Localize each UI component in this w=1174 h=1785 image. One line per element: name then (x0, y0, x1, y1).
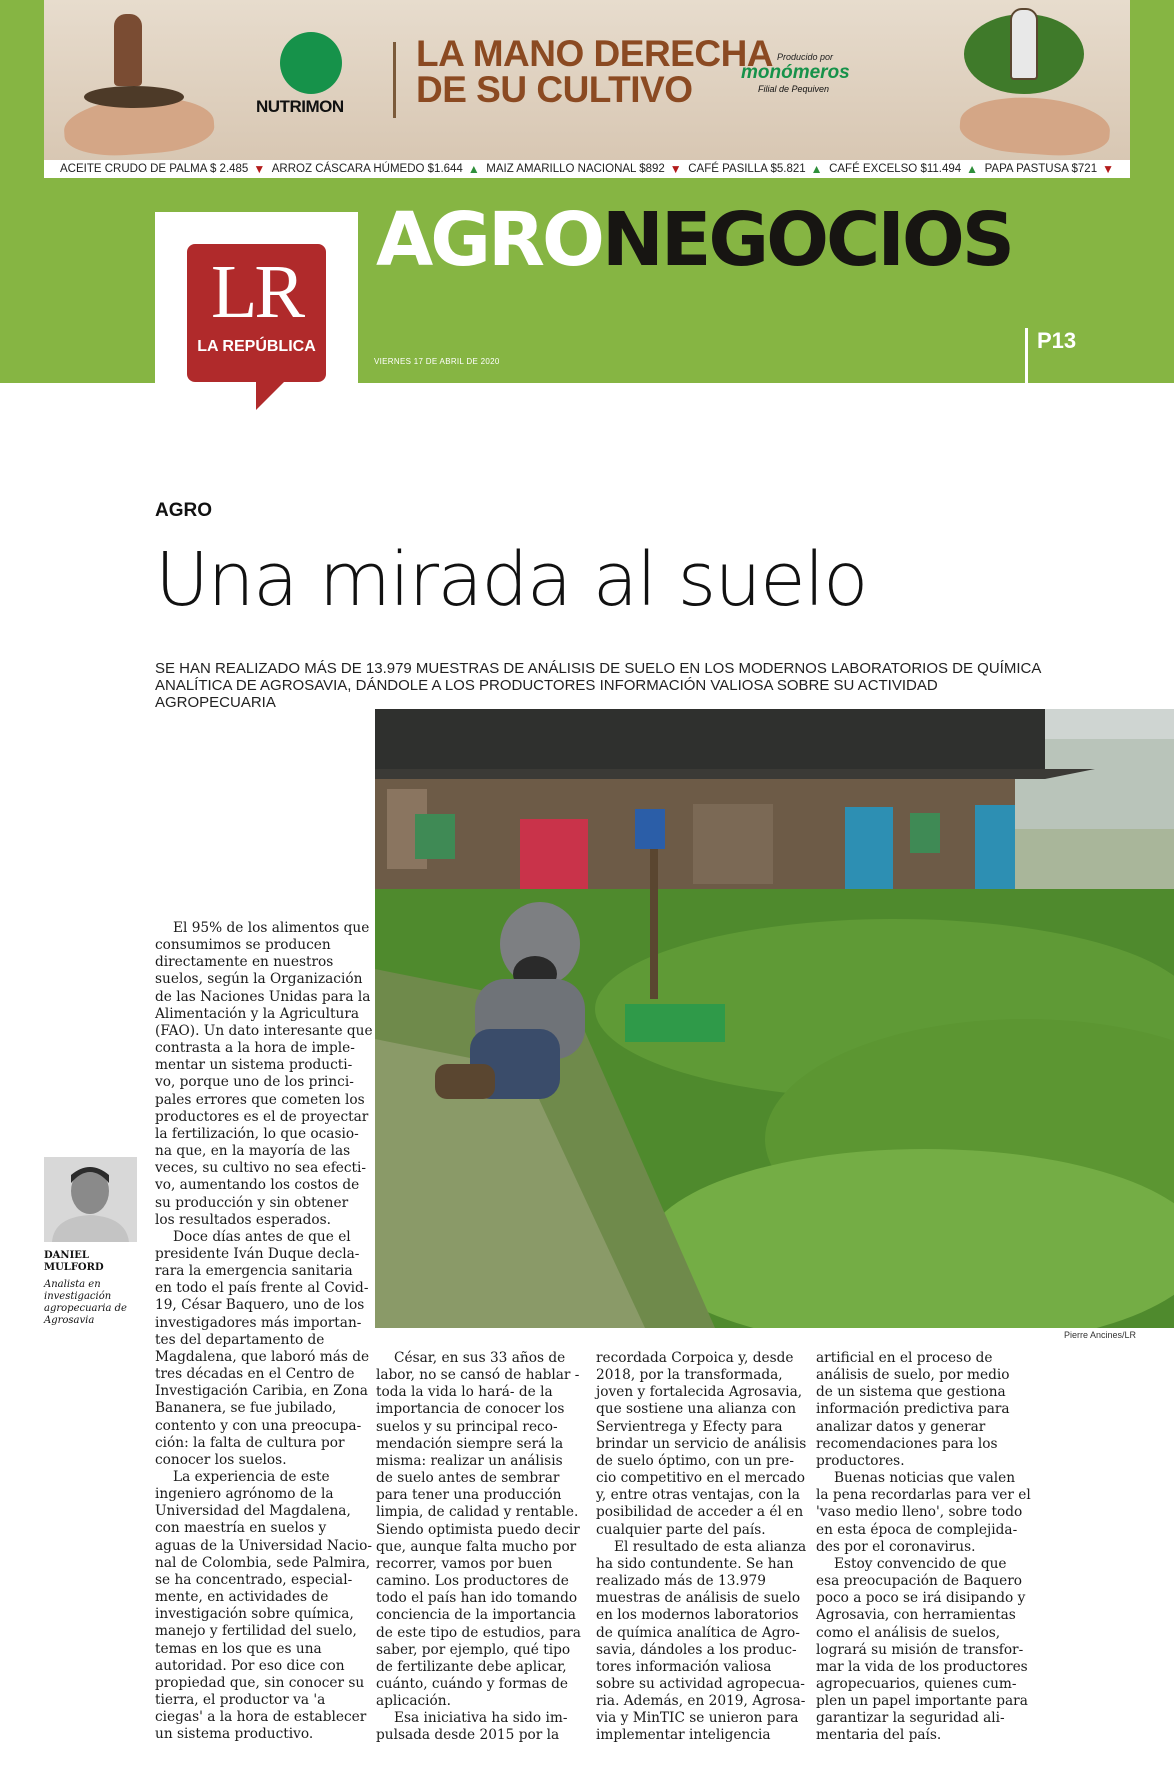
text-line: Servientrega y Efecty para (596, 1418, 783, 1435)
text-line: pales errores que cometen los (155, 1091, 365, 1108)
ticker-item (829, 162, 978, 176)
hand-illustration-right (958, 93, 1112, 159)
text-line: ha sido contundente. Se han (596, 1555, 794, 1572)
text-line: tes del departamento de (155, 1331, 325, 1348)
text-line: toda la vida lo hará- de la (376, 1384, 553, 1401)
text-line: Estoy convencido de que (834, 1555, 1007, 1572)
issue-date: VIERNES 17 DE ABRIL DE 2020 (374, 357, 500, 366)
text-line: de suelo óptimo, con un pre- (596, 1452, 795, 1469)
text-line: en los modernos laboratorios (596, 1607, 799, 1624)
soil-illustration (84, 86, 184, 108)
text-line: la pena recordarlas para ver el (816, 1487, 1031, 1504)
text-line: muestras de análisis de suelo (596, 1590, 801, 1607)
text-line: conocer los suelos. (155, 1451, 287, 1468)
text-line: implementar inteligencia (596, 1727, 771, 1744)
produced-by-label: Producido por (776, 52, 834, 62)
text-line: Alimentación y la Agricultura (155, 1005, 360, 1022)
text-line: aguas de la Universidad Nacio- (155, 1537, 372, 1554)
text-line: se ha concentrado, especial- (155, 1571, 353, 1588)
text-line: sobre su actividad agropecua- (596, 1675, 805, 1692)
text-line: aplicación. (376, 1693, 451, 1710)
text-line: garantizar la seguridad ali- (816, 1710, 1005, 1727)
text-line: logrará su misión de transfor- (816, 1641, 1024, 1658)
text-line: Magdalena, que laboró más de (155, 1348, 370, 1365)
ticker-item (60, 162, 265, 176)
text-line: tierra, el productor va 'a (155, 1692, 326, 1709)
ticker-item (486, 162, 681, 176)
text-line: posibilidad de acceder a él en (596, 1504, 804, 1521)
text-line: misma: realizar un análisis (376, 1452, 563, 1469)
banner-divider (393, 42, 396, 118)
text-line: análisis de suelo, por medio (816, 1367, 1010, 1384)
text-line: recordada Corpoica y, desde (596, 1350, 794, 1366)
text-line: autoridad. Por eso dice con (155, 1657, 345, 1674)
text-line: cuánto, cuándo y formas de (376, 1675, 569, 1692)
text-line: brindar un servicio de análisis (596, 1435, 807, 1452)
section-title (376, 197, 1013, 283)
text-line: plen un papel importante para (816, 1693, 1028, 1710)
text-line: mente, en actividades de (155, 1589, 329, 1606)
page-number-divider (1025, 328, 1028, 383)
slogan-line-2: DE SU CULTIVO (416, 69, 693, 110)
text-line: El 95% de los alimentos que (173, 920, 370, 936)
text-line: saber, por ejemplo, qué tipo (376, 1641, 571, 1658)
text-line: vo, porque uno de los princi- (155, 1074, 354, 1091)
text-line: presidente Iván Duque decla- (155, 1245, 360, 1262)
logo-speech-tail (256, 380, 286, 410)
ticker-label: PAPA PASTUSA $721 (984, 163, 1098, 175)
text-line: labor, no se cansó de hablar - (376, 1367, 580, 1384)
text-line: ria. Además, en 2019, Agrosa- (596, 1693, 806, 1710)
logo-letters: LR (210, 250, 303, 334)
text-line: de suelo antes de sembrar (376, 1470, 560, 1487)
subsidiary-label: Filial de Pequiven (758, 84, 830, 94)
text-line: mentar un sistema producti- (155, 1057, 353, 1074)
text-line: Investigación Caribia, en Zona (155, 1383, 368, 1400)
text-line: artificial en el proceso de (816, 1350, 993, 1366)
text-line: recomendaciones para los (816, 1435, 998, 1452)
arrow-up-icon: ▲ (467, 162, 480, 176)
text-line: La experiencia de este (173, 1469, 330, 1485)
text-line: mentaria del país. (816, 1727, 942, 1744)
text-line: con maestría en suelos y (155, 1520, 327, 1537)
ticker-item (272, 162, 480, 176)
text-line: veces, su cultivo no sea efecti- (155, 1160, 367, 1177)
article-kicker: AGRO (155, 500, 212, 521)
text-line: via y MinTIC se unieron para (596, 1710, 799, 1727)
text-line: pulsada desde 2015 por la (376, 1727, 560, 1744)
text-line: que, aunque falta mucho por (376, 1538, 577, 1555)
text-line: contrasta a la hora de imple- (155, 1040, 355, 1057)
text-line: (FAO). Un dato interesante que (155, 1022, 373, 1039)
text-line: camino. Los productores de (376, 1573, 569, 1590)
text-line: consumimos se producen (155, 937, 331, 954)
ticker-label: CAFÉ PASILLA $5.821 (688, 163, 806, 175)
text-line: ción: la falta de cultura por (155, 1434, 345, 1451)
page-number: P13 (1037, 328, 1077, 353)
text-line: recorrer, vamos por buen (376, 1555, 553, 1572)
text-line: mendación siempre será la (376, 1435, 564, 1452)
farm-worker-photo (375, 709, 1174, 1328)
text-line: su producción y sin obtener (155, 1194, 349, 1211)
text-line: savia, dándoles a los produc- (596, 1641, 797, 1658)
text-line: productores es el de proyectar (155, 1108, 369, 1125)
section-title-agro: AGRO (376, 197, 602, 283)
text-line: contento y con una preocupa- (155, 1417, 362, 1434)
text-line: como el análisis de suelos, (816, 1624, 1001, 1641)
text-line: esa preocupación de Baquero (816, 1573, 1023, 1590)
text-line: propiedad que, sin conocer su (155, 1674, 365, 1691)
text-line: vo, aumentando los costos de (155, 1177, 360, 1194)
ticker-label: ARROZ CÁSCARA HÚMEDO $1.644 (271, 163, 463, 175)
text-line: en esta época de complejida- (816, 1521, 1018, 1538)
text-line: ingeniero agrónomo de la (155, 1486, 334, 1503)
text-line: de este tipo de estudios, para (376, 1624, 581, 1641)
arrow-up-icon: ▲ (966, 162, 979, 176)
text-line: César, en sus 33 años de (394, 1350, 566, 1366)
text-line: investigación sobre química, (155, 1606, 354, 1623)
text-line: 'vaso medio lleno', sobre todo (816, 1504, 1023, 1521)
author-avatar (44, 1157, 137, 1242)
author-portrait (44, 1157, 137, 1242)
arrow-down-icon: ▼ (669, 162, 682, 176)
text-line: investigadores más importan- (155, 1314, 362, 1331)
text-line: des por el coronavirus. (816, 1538, 976, 1555)
text-line: cio competitivo en el mercado (596, 1470, 806, 1487)
text-line: Agrosavia, con herramientas (816, 1607, 1016, 1624)
text-line: El resultado de esta alianza (614, 1538, 807, 1555)
arrow-down-icon: ▼ (253, 162, 266, 176)
text-line: directamente en nuestros (155, 954, 334, 971)
text-line: mar la vida de los productores (816, 1658, 1028, 1675)
ticker-item (688, 162, 822, 176)
text-line: limpia, de calidad y rentable. (376, 1504, 579, 1521)
text-line: en todo el país frente al Covid- (155, 1280, 369, 1297)
producer-logo: monómeros (741, 62, 850, 83)
text-line: na que, en la mayoría de las (155, 1143, 351, 1160)
farmer-illustration (1010, 8, 1038, 80)
article-photo (375, 709, 1174, 1328)
text-line: productores. (816, 1452, 905, 1469)
text-line: ciegas' a la hora de establecer (155, 1709, 367, 1726)
farmer-illustration (114, 14, 142, 86)
ticker-label: CAFÉ EXCELSO $11.494 (829, 163, 962, 175)
text-line: agropecuarios, quienes cum- (816, 1675, 1017, 1692)
text-line: temas en los que es una (155, 1640, 322, 1657)
author-name: DANIEL MULFORD (44, 1250, 104, 1273)
text-line: todo el país han ido tomando (376, 1590, 578, 1607)
nutrimon-logo-icon (280, 32, 342, 94)
text-line: de un sistema que gestiona (816, 1384, 1006, 1401)
text-line: para tener una producción (376, 1487, 562, 1504)
text-line: que sostiene una alianza con (596, 1401, 797, 1418)
text-line: de las Naciones Unidas para la (155, 988, 371, 1005)
text-line: tres décadas en el Centro de (155, 1366, 355, 1383)
text-line: información predictiva para (816, 1401, 1010, 1418)
text-line: Siendo optimista puedo decir (376, 1521, 580, 1538)
text-line: suelos y su principal reco- (376, 1418, 558, 1435)
brand-name: NUTRIMON (256, 97, 344, 116)
body-column-2 (376, 1350, 581, 1745)
text-line: Doce días antes de que el (173, 1228, 351, 1245)
text-line: de química analítica de Agro- (596, 1624, 800, 1641)
arrow-down-icon: ▼ (1102, 162, 1114, 176)
ticker-label: MAIZ AMARILLO NACIONAL $892 (486, 163, 665, 175)
text-line: joven y fortalecida Agrosavia, (596, 1384, 803, 1401)
text-line: Universidad del Magdalena, (155, 1503, 351, 1520)
text-line: la fertilización, lo que ocasio- (155, 1125, 359, 1142)
body-column-3 (596, 1350, 807, 1745)
text-line: Bananera, se fue jubilado, (155, 1400, 337, 1417)
text-line: rara la emergencia sanitaria (155, 1263, 353, 1280)
logo-name: LA REPÚBLICA (197, 338, 316, 355)
body-column-1 (155, 920, 373, 1744)
text-line: poco a poco se irá disipando y (816, 1590, 1026, 1607)
article-lead: SE HAN REALIZADO MÁS DE 13.979 MUESTRAS DE ANÁLISIS DE SUELO EN LOS MODERNOS LABORATORIOS DE QUÍMICA ANALÍTICA DE AGROSAVIA, DÁNDOLE A LOS PRODUCTORES INFORMACIÓN VALIOSA SOBRE SU ACTIVIDAD AGROPECUARIA (155, 660, 1041, 711)
arrow-up-icon: ▲ (810, 162, 823, 176)
text-line: 19, César Baquero, uno de los (155, 1297, 365, 1314)
photo-credit: Pierre Ancines/LR (1064, 1330, 1137, 1340)
article-headline: Una mirada al suelo (155, 537, 867, 623)
text-line: Buenas noticias que valen (834, 1470, 1016, 1487)
body-column-4 (816, 1350, 1031, 1745)
text-line: importancia de conocer los (376, 1401, 565, 1418)
slogan-line-1: LA MANO DERECHA (416, 33, 774, 74)
advertisement-banner[interactable] (44, 0, 1130, 160)
text-line: los resultados esperados. (155, 1211, 331, 1228)
commodity-price-ticker (44, 160, 1130, 178)
text-line: realizado más de 13.979 (596, 1573, 766, 1590)
text-line: conciencia de la importancia (376, 1607, 576, 1624)
text-line: Esa iniciativa ha sido im- (394, 1710, 568, 1727)
ticker-item (985, 162, 1114, 176)
text-line: y, entre otras ventajas, con la (596, 1487, 800, 1504)
author-role: Analista en investigación agropecuaria de Agrosavia (44, 1279, 127, 1326)
text-line: manejo y fertilidad del suelo, (155, 1623, 357, 1640)
text-line: cualquier parte del país. (596, 1521, 766, 1538)
text-line: un sistema productivo. (155, 1726, 314, 1743)
banner-slogan (416, 33, 774, 110)
section-title-negocios: NEGOCIOS (601, 197, 1013, 283)
ticker-label: ACEITE CRUDO DE PALMA $ 2.485 (60, 163, 249, 175)
text-line: suelos, según la Organización (155, 971, 363, 988)
text-line: 2018, por la transformada, (596, 1367, 783, 1384)
text-line: nal de Colombia, sede Palmira, (155, 1554, 371, 1571)
text-line: tores información valiosa (596, 1658, 772, 1675)
text-line: analizar datos y generar (816, 1418, 986, 1435)
text-line: de fertilizante debe aplicar, (376, 1658, 567, 1675)
